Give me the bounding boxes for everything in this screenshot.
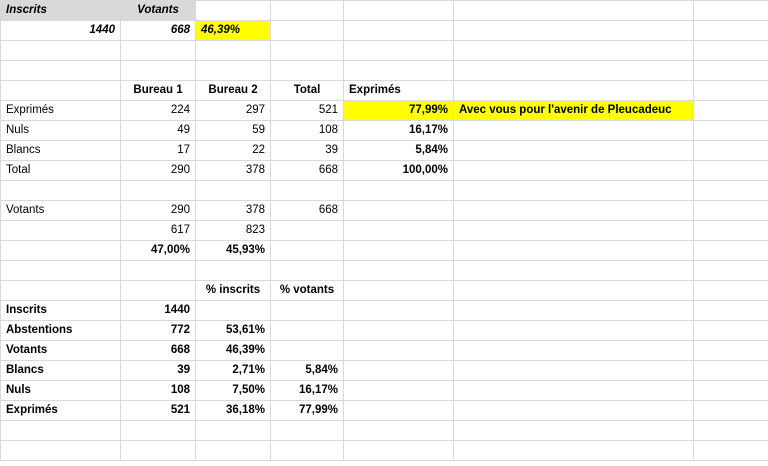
table-row [1, 161, 768, 181]
cell-empty[interactable] [344, 401, 454, 421]
table-row [1, 61, 768, 81]
table-row [1, 301, 768, 321]
cell-empty[interactable] [271, 241, 344, 261]
cell-empty[interactable] [454, 421, 694, 441]
cell-empty[interactable] [454, 281, 694, 301]
cell-empty[interactable] [454, 141, 694, 161]
cell-empty[interactable] [1, 61, 121, 81]
cell-empty[interactable] [1, 261, 121, 281]
cell-empty[interactable] [454, 201, 694, 221]
cell-empty[interactable] [344, 61, 454, 81]
cell-empty[interactable] [271, 41, 344, 61]
cell-empty[interactable] [454, 321, 694, 341]
row-label-exprimes[interactable]: Exprimés [1, 101, 121, 121]
cell-empty[interactable] [344, 241, 454, 261]
cell-empty[interactable] [694, 361, 768, 381]
cell-empty[interactable] [1, 421, 121, 441]
cell-nuls-pct-inscrits[interactable]: 7,50% [196, 381, 271, 401]
cell-empty[interactable] [344, 441, 454, 461]
column-header-exprimes[interactable]: Exprimés [344, 81, 454, 101]
cell-empty[interactable] [271, 1, 344, 21]
cell-empty[interactable] [344, 41, 454, 61]
cell-blancs-pct-votants[interactable]: 5,84% [271, 361, 344, 381]
table-header-row [1, 81, 768, 101]
row-label-exprimes-bottom[interactable]: Exprimés [1, 401, 121, 421]
cell-empty[interactable] [196, 441, 271, 461]
cell-empty[interactable] [344, 381, 454, 401]
cell-empty[interactable] [694, 161, 768, 181]
cell-empty[interactable] [271, 421, 344, 441]
cell-empty[interactable] [454, 1, 694, 21]
cell-empty[interactable] [344, 321, 454, 341]
table-row [1, 121, 768, 141]
column-header-pct-votants[interactable]: % votants [271, 281, 344, 301]
cell-value-inscrits[interactable]: 1440 [1, 21, 121, 41]
cell-nuls-total[interactable]: 108 [271, 121, 344, 141]
table-row [1, 381, 768, 401]
cell-empty[interactable] [1, 181, 121, 201]
cell-inscrits-bureau2[interactable]: 823 [196, 221, 271, 241]
cell-empty[interactable] [196, 421, 271, 441]
cell-nuls-value[interactable]: 108 [121, 381, 196, 401]
cell-votants-pct-inscrits[interactable]: 46,39% [196, 341, 271, 361]
cell-votants-total[interactable]: 668 [271, 201, 344, 221]
row-label-nuls[interactable]: Nuls [1, 121, 121, 141]
cell-empty[interactable] [454, 81, 694, 101]
cell-empty[interactable] [694, 61, 768, 81]
table-row [1, 181, 768, 201]
cell-empty[interactable] [454, 241, 694, 261]
cell-abstentions-value[interactable]: 772 [121, 321, 196, 341]
cell-empty[interactable] [271, 261, 344, 281]
cell-votants-bureau1[interactable]: 290 [121, 201, 196, 221]
cell-exprimes-pct-votants[interactable]: 77,99% [271, 401, 344, 421]
cell-inscrits-total[interactable] [271, 221, 344, 241]
cell-abstentions-pct-inscrits[interactable]: 53,61% [196, 321, 271, 341]
cell-empty[interactable] [694, 181, 768, 201]
table-row [1, 201, 768, 221]
cell-empty[interactable] [454, 301, 694, 321]
cell-empty[interactable] [344, 301, 454, 321]
column-header-pct-inscrits[interactable]: % inscrits [196, 281, 271, 301]
cell-exprimes-pct[interactable]: 77,99% [344, 101, 454, 121]
cell-empty[interactable] [344, 341, 454, 361]
cell-empty[interactable] [454, 341, 694, 361]
cell-empty[interactable] [1, 441, 121, 461]
cell-inscrits-pct-inscrits[interactable] [196, 301, 271, 321]
table-row [1, 41, 768, 61]
cell-empty[interactable] [271, 21, 344, 41]
row-label-blancs-bottom[interactable]: Blancs [1, 361, 121, 381]
cell-empty[interactable] [1, 81, 121, 101]
cell-nuls-bureau1[interactable]: 49 [121, 121, 196, 141]
cell-nuls-pct-votants[interactable]: 16,17% [271, 381, 344, 401]
cell-empty[interactable] [694, 1, 768, 21]
cell-empty[interactable] [121, 61, 196, 81]
row-label-nuls-bottom[interactable]: Nuls [1, 381, 121, 401]
cell-votants-bureau2[interactable]: 378 [196, 201, 271, 221]
table-row [1, 261, 768, 281]
table-row [1, 441, 768, 461]
table-row [1, 1, 768, 21]
cell-empty[interactable] [454, 161, 694, 181]
cell-exprimes-bureau1[interactable]: 224 [121, 101, 196, 121]
column-header-total[interactable]: Total [271, 81, 344, 101]
cell-empty[interactable] [694, 101, 768, 121]
cell-empty[interactable] [1, 241, 121, 261]
cell-empty[interactable] [1, 41, 121, 61]
cell-empty[interactable] [454, 181, 694, 201]
cell-exprimes-pct-inscrits[interactable]: 36,18% [196, 401, 271, 421]
cell-empty[interactable] [271, 61, 344, 81]
table-row [1, 141, 768, 161]
cell-nuls-pct[interactable]: 16,17% [344, 121, 454, 141]
cell-empty[interactable] [694, 341, 768, 361]
cell-empty[interactable] [196, 41, 271, 61]
cell-empty[interactable] [694, 441, 768, 461]
cell-blancs-pct[interactable]: 5,84% [344, 141, 454, 161]
cell-empty[interactable] [271, 441, 344, 461]
cell-participation-bureau1[interactable]: 47,00% [121, 241, 196, 261]
cell-empty[interactable] [694, 141, 768, 161]
table-row [1, 401, 768, 421]
cell-participation-bureau2[interactable]: 45,93% [196, 241, 271, 261]
row-label-total[interactable]: Total [1, 161, 121, 181]
cell-empty[interactable] [121, 261, 196, 281]
cell-empty[interactable] [196, 61, 271, 81]
cell-exprimes-bureau2[interactable]: 297 [196, 101, 271, 121]
cell-empty[interactable] [344, 21, 454, 41]
cell-exprimes-note[interactable]: Avec vous pour l'avenir de Pleucadeuc [454, 101, 694, 121]
cell-empty[interactable] [694, 41, 768, 61]
cell-empty[interactable] [1, 281, 121, 301]
cell-value-participation[interactable]: 46,39% [196, 21, 271, 41]
cell-empty[interactable] [694, 401, 768, 421]
cell-inscrits-pct-votants[interactable] [271, 301, 344, 321]
cell-empty[interactable] [121, 281, 196, 301]
cell-empty[interactable] [1, 221, 121, 241]
cell-empty[interactable] [694, 281, 768, 301]
table-row [1, 241, 768, 261]
table-header-row [1, 281, 768, 301]
cell-blancs-value[interactable]: 39 [121, 361, 196, 381]
cell-votants-value[interactable]: 668 [121, 341, 196, 361]
cell-empty[interactable] [694, 301, 768, 321]
cell-empty[interactable] [344, 361, 454, 381]
cell-empty[interactable] [694, 421, 768, 441]
cell-blancs-pct-inscrits[interactable]: 2,71% [196, 361, 271, 381]
cell-exprimes-value[interactable]: 521 [121, 401, 196, 421]
cell-empty[interactable] [694, 321, 768, 341]
cell-empty[interactable] [454, 441, 694, 461]
row-label-abstentions[interactable]: Abstentions [1, 321, 121, 341]
table-row [1, 421, 768, 441]
cell-empty[interactable] [694, 241, 768, 261]
cell-empty[interactable] [196, 1, 271, 21]
table-row [1, 361, 768, 381]
cell-empty[interactable] [694, 221, 768, 241]
column-header-bureau1[interactable]: Bureau 1 [121, 81, 196, 101]
cell-empty[interactable] [344, 1, 454, 21]
cell-empty[interactable] [694, 81, 768, 101]
cell-total-bureau2[interactable]: 378 [196, 161, 271, 181]
row-label-votants[interactable]: Votants [1, 201, 121, 221]
row-label-votants-bottom[interactable]: Votants [1, 341, 121, 361]
cell-empty[interactable] [694, 381, 768, 401]
cell-total-bureau1[interactable]: 290 [121, 161, 196, 181]
cell-label-inscrits[interactable]: Inscrits [1, 1, 121, 21]
cell-empty[interactable] [344, 281, 454, 301]
table-row [1, 341, 768, 361]
cell-empty[interactable] [454, 401, 694, 421]
cell-empty[interactable] [454, 261, 694, 281]
cell-empty[interactable] [121, 41, 196, 61]
cell-empty[interactable] [344, 181, 454, 201]
cell-exprimes-total[interactable]: 521 [271, 101, 344, 121]
cell-empty[interactable] [454, 221, 694, 241]
cell-empty[interactable] [344, 201, 454, 221]
cell-empty[interactable] [454, 381, 694, 401]
cell-empty[interactable] [694, 261, 768, 281]
cell-empty[interactable] [694, 201, 768, 221]
table-row [1, 321, 768, 341]
cell-empty[interactable] [694, 21, 768, 41]
cell-empty[interactable] [454, 361, 694, 381]
cell-empty[interactable] [121, 441, 196, 461]
cell-blancs-bureau1[interactable]: 17 [121, 141, 196, 161]
cell-empty[interactable] [694, 121, 768, 141]
cell-nuls-bureau2[interactable]: 59 [196, 121, 271, 141]
cell-empty[interactable] [454, 121, 694, 141]
cell-empty[interactable] [121, 421, 196, 441]
row-label-blancs[interactable]: Blancs [1, 141, 121, 161]
column-header-bureau2[interactable]: Bureau 2 [196, 81, 271, 101]
table-row [1, 21, 768, 41]
cell-empty[interactable] [344, 261, 454, 281]
cell-empty[interactable] [196, 261, 271, 281]
cell-empty[interactable] [344, 421, 454, 441]
cell-blancs-bureau2[interactable]: 22 [196, 141, 271, 161]
cell-votants-pct-votants[interactable] [271, 341, 344, 361]
cell-value-votants[interactable]: 668 [121, 21, 196, 41]
table-row [1, 221, 768, 241]
cell-label-votants[interactable]: Votants [121, 1, 196, 21]
cell-inscrits-value[interactable]: 1440 [121, 301, 196, 321]
cell-empty[interactable] [454, 41, 694, 61]
cell-total-total[interactable]: 668 [271, 161, 344, 181]
row-label-inscrits-bottom[interactable]: Inscrits [1, 301, 121, 321]
cell-empty[interactable] [196, 181, 271, 201]
cell-empty[interactable] [271, 181, 344, 201]
table-row [1, 101, 768, 121]
cell-empty[interactable] [454, 61, 694, 81]
cell-abstentions-pct-votants[interactable] [271, 321, 344, 341]
cell-empty[interactable] [344, 221, 454, 241]
cell-inscrits-bureau1[interactable]: 617 [121, 221, 196, 241]
cell-blancs-total[interactable]: 39 [271, 141, 344, 161]
cell-empty[interactable] [121, 181, 196, 201]
cell-total-pct[interactable]: 100,00% [344, 161, 454, 181]
cell-empty[interactable] [454, 21, 694, 41]
